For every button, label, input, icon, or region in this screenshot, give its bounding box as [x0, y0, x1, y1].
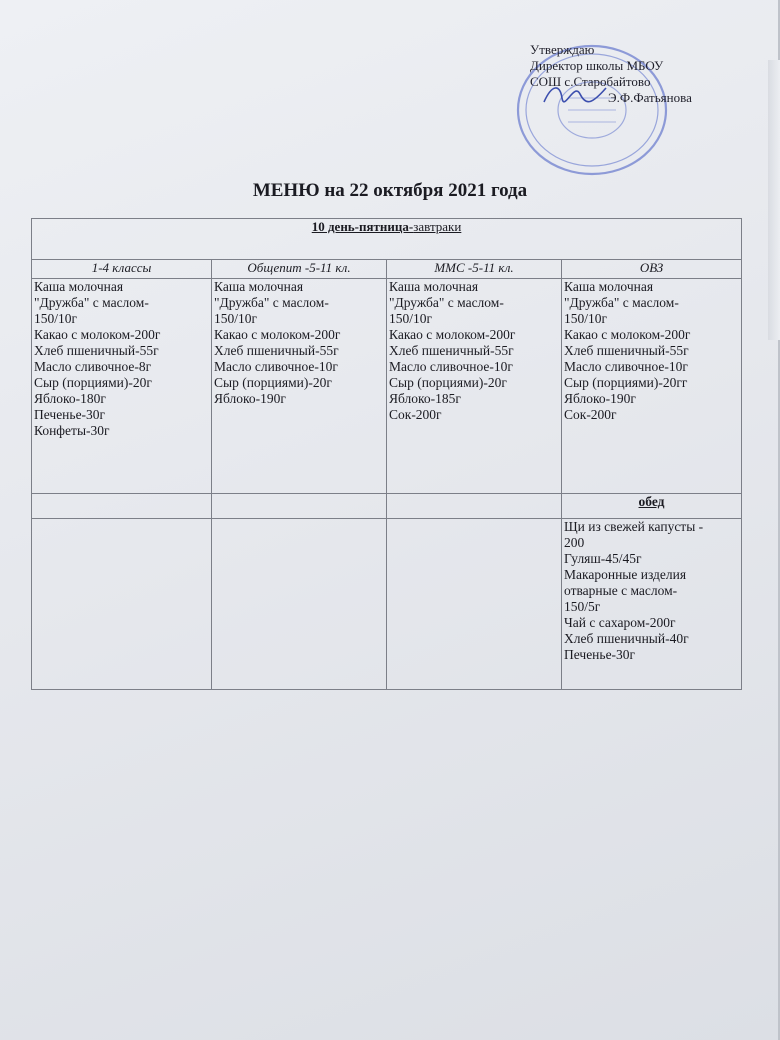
- breakfast-cell: [387, 279, 562, 494]
- approval-line: СОШ с.Старобайтово: [530, 74, 651, 89]
- empty-cell: [212, 494, 387, 519]
- menu-item: Конфеты-30г: [34, 423, 110, 438]
- menu-item: Чай с сахаром-200г: [564, 615, 676, 630]
- approval-line: Директор школы МБОУ: [530, 58, 664, 73]
- menu-item: Хлеб пшеничный-55г: [564, 343, 689, 358]
- empty-cell: [32, 494, 212, 519]
- menu-item: Какао с молоком-200г: [34, 327, 161, 342]
- lunch-cell: [32, 519, 212, 690]
- menu-item: Сыр (порциями)-20г: [34, 375, 152, 390]
- menu-item: Яблоко-190г: [564, 391, 636, 406]
- menu-item: Каша молочная: [34, 279, 124, 294]
- day-heading-meal: завтраки: [413, 219, 462, 234]
- menu-item: Каша молочная: [564, 279, 654, 294]
- menu-item: 150/10г: [389, 311, 433, 326]
- menu-item: Каша молочная: [214, 279, 304, 294]
- menu-item: Масло сливочное-8г: [34, 359, 152, 374]
- breakfast-cell: [562, 279, 742, 494]
- menu-item: Печенье-30г: [564, 647, 636, 662]
- lunch-cell: [387, 519, 562, 690]
- lunch-label-row: [32, 494, 742, 519]
- menu-item: Какао с молоком-200г: [564, 327, 691, 342]
- menu-item: 150/10г: [564, 311, 608, 326]
- empty-cell: [387, 494, 562, 519]
- menu-item: Сыр (порциями)-20г: [214, 375, 332, 390]
- menu-item: Каша молочная: [389, 279, 479, 294]
- menu-item: Щи из свежей капусты -: [564, 519, 704, 534]
- menu-item: 150/10г: [34, 311, 78, 326]
- menu-item: Хлеб пшеничный-40г: [564, 631, 689, 646]
- menu-item: Печенье-30г: [34, 407, 106, 422]
- menu-item: "Дружба" с маслом-: [34, 295, 149, 310]
- menu-item: Сыр (порциями)-20г: [389, 375, 507, 390]
- menu-item: Хлеб пшеничный-55г: [214, 343, 339, 358]
- menu-item: Какао с молоком-200г: [389, 327, 516, 342]
- menu-item: 200: [564, 535, 585, 550]
- day-heading-row: [32, 219, 742, 260]
- menu-item: Хлеб пшеничный-55г: [34, 343, 159, 358]
- menu-item: "Дружба" с маслом-: [214, 295, 329, 310]
- breakfast-cell: [32, 279, 212, 494]
- menu-item: Масло сливочное-10г: [389, 359, 513, 374]
- menu-item: отварные с маслом-: [564, 583, 678, 598]
- breakfast-cell: [212, 279, 387, 494]
- approval-block: [530, 42, 720, 106]
- column-header: ММС -5-11 кл.: [387, 260, 562, 279]
- menu-table: [31, 218, 742, 690]
- menu-item: Масло сливочное-10г: [214, 359, 338, 374]
- day-heading: [32, 219, 742, 260]
- column-header: ОВЗ: [562, 260, 742, 279]
- menu-item: "Дружба" с маслом-: [564, 295, 679, 310]
- lunch-cell: [212, 519, 387, 690]
- menu-item: Сок-200г: [564, 407, 617, 422]
- menu-item: Сок-200г: [389, 407, 442, 422]
- menu-item: 150/10г: [214, 311, 258, 326]
- lunch-row: [32, 519, 742, 690]
- menu-item: Яблоко-185г: [389, 391, 461, 406]
- column-header: 1-4 классы: [32, 260, 212, 279]
- menu-item: Сыр (порциями)-20гг: [564, 375, 688, 390]
- menu-item: Гуляш-45/45г: [564, 551, 642, 566]
- menu-item: Яблоко-180г: [34, 391, 106, 406]
- approval-line: Э.Ф.Фатьянова: [608, 90, 692, 105]
- lunch-label: обед: [562, 494, 742, 519]
- menu-item: 150/5г: [564, 599, 601, 614]
- menu-item: Масло сливочное-10г: [564, 359, 688, 374]
- menu-item: Какао с молоком-200г: [214, 327, 341, 342]
- menu-item: "Дружба" с маслом-: [389, 295, 504, 310]
- menu-item: Хлеб пшеничный-55г: [389, 343, 514, 358]
- lunch-cell: [562, 519, 742, 690]
- menu-item: Яблоко-190г: [214, 391, 286, 406]
- breakfast-row: [32, 279, 742, 494]
- day-heading-bold: 10 день-пятница-: [311, 219, 414, 234]
- page-title: МЕНЮ на 22 октября 2021 года: [252, 180, 528, 201]
- column-header: Общепит -5-11 кл.: [212, 260, 387, 279]
- menu-item: Макаронные изделия: [564, 567, 687, 582]
- column-header-row: [32, 260, 742, 279]
- approval-line: Утверждаю: [530, 42, 595, 57]
